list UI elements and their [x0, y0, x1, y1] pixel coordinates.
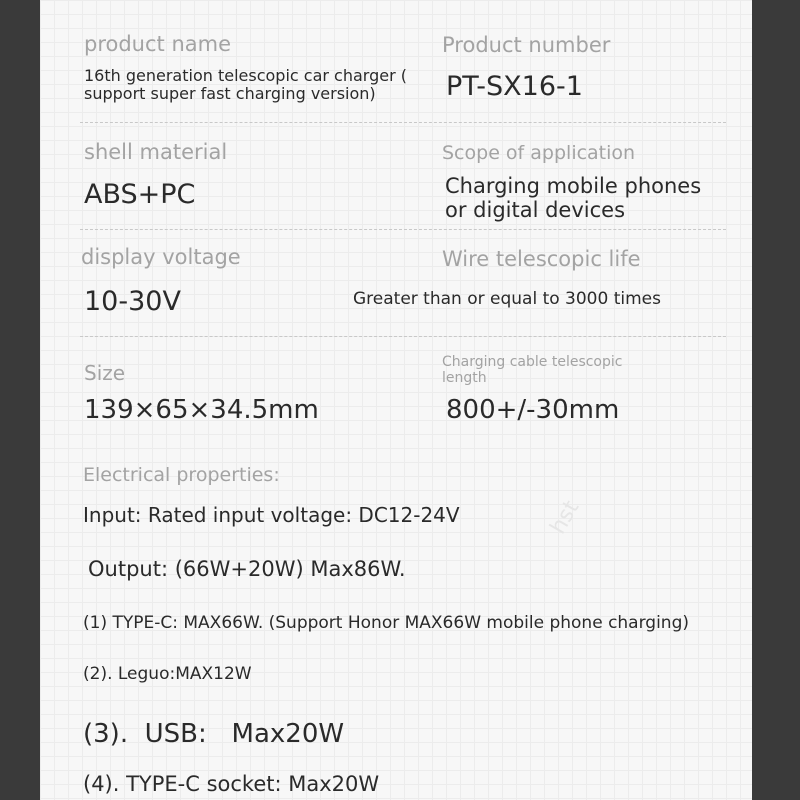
display-voltage-value: 10-30V	[84, 286, 181, 317]
electrical-output: Output: (66W+20W) Max86W.	[88, 557, 406, 581]
row-divider	[80, 229, 726, 230]
size-value: 139×65×34.5mm	[84, 395, 319, 425]
electrical-item-4: (4). TYPE-C socket: Max20W	[83, 772, 380, 796]
wire-telescopic-life-label: Wire telescopic life	[442, 247, 641, 271]
product-name-label: product name	[84, 32, 231, 56]
row-divider	[80, 336, 726, 337]
electrical-item-3: (3). USB: Max20W	[83, 719, 345, 749]
size-label: Size	[84, 361, 126, 385]
row-divider	[80, 122, 726, 123]
electrical-input: Input: Rated input voltage: DC12-24V	[83, 503, 460, 527]
wire-telescopic-life-value: Greater than or equal to 3000 times	[353, 289, 661, 309]
display-voltage-label: display voltage	[81, 245, 241, 269]
shell-material-value: ABS+PC	[84, 179, 196, 210]
product-name-value-line2: support super fast charging version)	[84, 84, 376, 103]
cable-length-label-line2: length	[442, 370, 487, 386]
electrical-item-1: (1) TYPE-C: MAX66W. (Support Honor MAX66W mobile phone charging)	[83, 613, 690, 633]
spec-sheet	[40, 0, 752, 800]
watermark: hst	[545, 496, 585, 539]
scope-of-application-value-line1: Charging mobile phones	[445, 174, 702, 198]
scope-of-application-label: Scope of application	[442, 142, 636, 164]
product-number-label: Product number	[442, 33, 611, 57]
product-number-value: PT-SX16-1	[446, 71, 583, 102]
cable-length-label-line1: Charging cable telescopic	[442, 354, 623, 370]
electrical-heading: Electrical properties:	[83, 464, 280, 486]
product-name-value-line1: 16th generation telescopic car charger (	[84, 66, 407, 85]
scope-of-application-value-line2: or digital devices	[445, 198, 626, 222]
electrical-item-2: (2). Leguo:MAX12W	[83, 664, 252, 684]
cable-length-value: 800+/-30mm	[446, 395, 620, 425]
shell-material-label: shell material	[84, 140, 228, 164]
